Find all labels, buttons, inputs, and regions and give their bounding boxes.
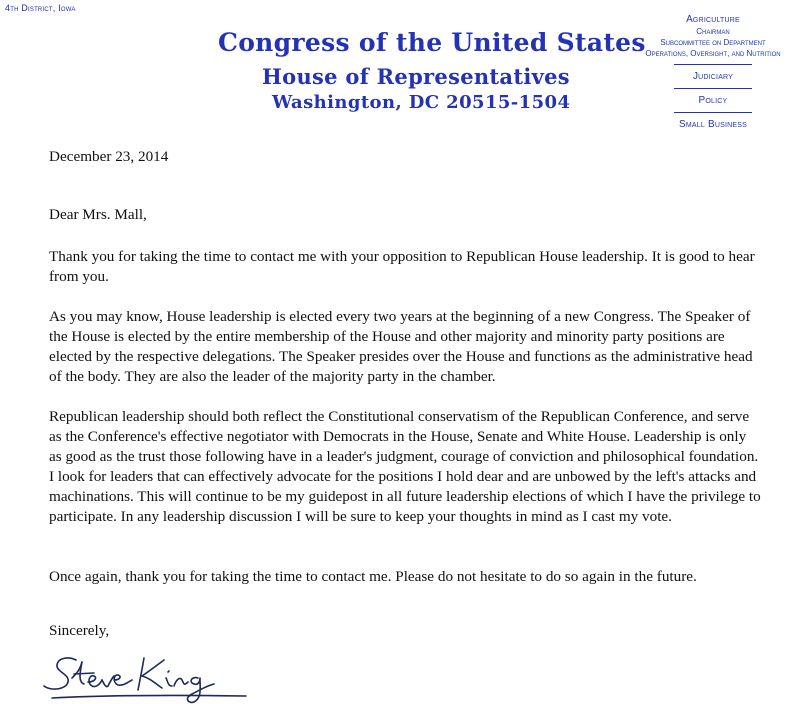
letter-paragraph: Republican leadership should both reflect the Constitutional conservatism of the Republican Conference, and serve as the Conference's effective negotiator with Democrats in the House, Senate and White House. Leadership is only as good as the trust those following have in a leader's judgment, courage of conviction and philosophical foundation. I look for leaders that can effectively advocate for the positions I hold dear and are unbowed by the left's attacks and machinations. This will continue to be my guidepost in all future leadership elections of which I have the privilege to participate. In any leadership discussion I will be sure to keep your thoughts in mind as I cast my vote. [49, 408, 761, 525]
committee-judiciary: Judiciary [692, 71, 734, 82]
committee-divider [674, 88, 752, 89]
letterhead-house: House of Representatives [262, 64, 570, 89]
committee-policy: Policy [698, 95, 728, 106]
letter-paragraph: As you may know, House leadership is elected every two years at the beginning of a new Congress. The Speaker of the House is elected by the entire membership of the House and other majority and minority party positions are elected by the respective delegations. The Speaker presides over the House and functions as the administrative head of the body. They are also the leader of the majority party in the chamber. [49, 308, 753, 385]
committee-divider [674, 64, 752, 65]
committee-divider [674, 112, 752, 113]
committee-small-business: Small Business [679, 119, 747, 130]
letter-paragraph: Once again, thank you for taking the time to contact me. Please do not hesitate to do so again in the future. [49, 568, 697, 585]
committee-chairman: Chairman [696, 27, 730, 36]
letter-salutation: Dear Mrs. Mall, [49, 206, 147, 223]
signature [38, 648, 250, 704]
committee-subcommittee-line1: Subcommittee on Department [660, 38, 766, 47]
letter-date: December 23, 2014 [49, 148, 169, 165]
letterhead-congress: Congress of the United States [218, 28, 646, 57]
district-label: 4th District, Iowa [5, 3, 76, 13]
committee-agriculture: Agriculture [686, 14, 740, 25]
committee-list [632, 13, 794, 131]
letter-closing: Sincerely, [49, 622, 110, 639]
letter-paragraph: Thank you for taking the time to contact me with your opposition to Republican House leadership. It is good to hear from you. [49, 248, 755, 285]
committee-subcommittee-line2: Operations, Oversight, and Nutrition [645, 49, 781, 58]
letterhead-address: Washington, DC 20515-1504 [272, 92, 571, 113]
